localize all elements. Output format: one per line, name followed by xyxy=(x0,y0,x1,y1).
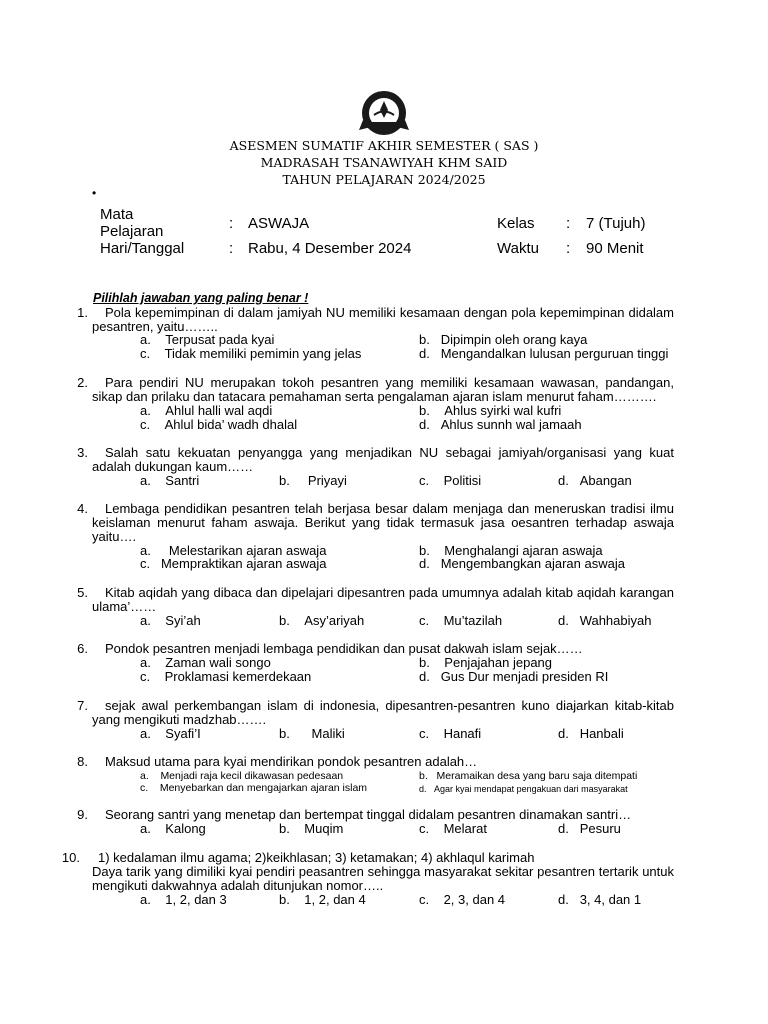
option-c: c. Menyebarkan dan mengajarkan ajaran islam xyxy=(140,782,368,794)
question-number: 7. xyxy=(77,698,88,713)
option-b: b. Priyayi xyxy=(279,473,347,488)
question-number: 2. xyxy=(77,375,88,390)
option-c: c. Melarat xyxy=(419,821,487,836)
option-b: b. Dipimpin oleh orang kaya xyxy=(419,332,588,347)
school-logo xyxy=(357,88,411,138)
option-b: b. Meramaikan desa yang baru saja ditempati xyxy=(419,770,638,782)
option-d: d. Mengandalkan lulusan perguruan tinggi xyxy=(419,346,669,361)
option-a: a. Zaman wali songo xyxy=(140,655,271,670)
subject-label-1: Mata xyxy=(100,206,134,223)
option-a: a. Menjadi raja kecil dikawasan pedesaan xyxy=(140,770,344,782)
option-a: a. Melestarikan ajaran aswaja xyxy=(140,543,327,558)
option-b: b. 1, 2, dan 4 xyxy=(279,892,366,907)
date-colon: : xyxy=(229,240,234,257)
option-d: d. 3, 4, dan 1 xyxy=(558,892,642,907)
option-b: b. Penjajahan jepang xyxy=(419,655,553,670)
question-number: 8. xyxy=(77,754,88,769)
option-c: c. Ahlul bida’ wadh dhalal xyxy=(140,417,298,432)
subject-label-2: Pelajaran xyxy=(100,223,164,240)
class-value: 7 (Tujuh) xyxy=(586,215,646,232)
question-text: Salah satu kekuatan penyangga yang menjadikan NU sebagai jamiyah/organisasi yang kuat adalah dukungan kaum…… xyxy=(92,445,674,474)
option-b: b. Ahlus syirki wal kufri xyxy=(419,403,562,418)
option-b: b. Muqim xyxy=(279,821,344,836)
option-a: a. Syi’ah xyxy=(140,613,201,628)
question-text: Pola kepemimpinan di dalam jamiyah NU memiliki kesamaan dengan pola kepemimpinan didalam pesantren, yaitu…….. xyxy=(92,305,674,334)
option-b: b. Maliki xyxy=(279,726,345,741)
option-b: b. Asy’ariyah xyxy=(279,613,365,628)
question-text: Seorang santri yang menetap dan bertempat tinggal didalam pesantren dinamakan santri… xyxy=(105,807,632,822)
question-number: 6. xyxy=(77,641,88,656)
option-d: d. Gus Dur menjadi presiden RI xyxy=(419,669,609,684)
option-d: d. Hanbali xyxy=(558,726,624,741)
time-label: Waktu xyxy=(497,240,539,257)
option-c: c. Proklamasi kemerdekaan xyxy=(140,669,312,684)
question-number: 1. xyxy=(77,305,88,320)
instruction: Pilihlah jawaban yang paling benar ! xyxy=(93,291,309,305)
class-label: Kelas xyxy=(497,215,535,232)
question-text: Lembaga pendidikan pesantren telah berjasa besar dalam menjaga dan meneruskan tradisi ilmu keislaman menurut faham aswaja. Berikut yang tidak termasuk jasa oesantren terhadap aswaja yaitu…. xyxy=(92,501,674,544)
time-colon: : xyxy=(566,240,571,257)
date-label: Hari/Tanggal xyxy=(100,240,185,257)
time-value: 90 Menit xyxy=(586,240,644,257)
option-d: d. Ahlus sunnh wal jamaah xyxy=(419,417,582,432)
option-d: d. Wahhabiyah xyxy=(558,613,652,628)
question-text: Pondok pesantren menjadi lembaga pendidikan dan pusat dakwah islam sejak…… xyxy=(105,641,583,656)
question-text: Maksud utama para kyai mendirikan pondok pesantren adalah… xyxy=(105,754,478,769)
question-text: Daya tarik yang dimiliki kyai pendiri peasantren sehingga masyarakat sekitar pesantren tertarik untuk mengikuti dakwahnya adalah ditunjukan nomor….. xyxy=(92,864,674,893)
option-d: d. Mengembangkan ajaran aswaja xyxy=(419,556,625,571)
option-a: a. Kalong xyxy=(140,821,206,836)
school-name: MADRASAH TSANAWIYAH KHM SAID xyxy=(260,155,508,170)
question-number: 3. xyxy=(77,445,88,460)
option-b: b. Menghalangi ajaran aswaja xyxy=(419,543,603,558)
option-d: d. Pesuru xyxy=(558,821,621,836)
question-number: 5. xyxy=(77,585,88,600)
statements-list: 1) kedalaman ilmu agama; 2)keikhlasan; 3) ketamakan; 4) akhlaqul karimah xyxy=(98,850,535,865)
bullet-mark: • xyxy=(92,186,97,200)
subject-value: ASWAJA xyxy=(248,215,310,232)
option-d: d. Agar kyai mendapat pengakuan dari masyarakat xyxy=(419,784,628,794)
date-value: Rabu, 4 Desember 2024 xyxy=(248,240,412,257)
option-c: c. Mu’tazilah xyxy=(419,613,503,628)
option-c: c. Tidak memiliki pemimin yang jelas xyxy=(140,346,362,361)
option-c: c. Politisi xyxy=(419,473,482,488)
option-a: a. Santri xyxy=(140,473,200,488)
option-c: c. Hanafi xyxy=(419,726,482,741)
question-text: Kitab aqidah yang dibaca dan dipelajari dipesantren pada umumnya adalah kitab aqidah karangan ulama’…… xyxy=(92,585,674,614)
option-a: a. 1, 2, dan 3 xyxy=(140,892,227,907)
question-number: 4. xyxy=(77,501,88,516)
subject-colon: : xyxy=(229,215,234,232)
question-number: 10. xyxy=(61,850,80,865)
question-text: sejak awal perkembangan islam di indonesia, dipesantren-pesantren kuno diajarkan kitab-kitab yang mengikuti madzhab……. xyxy=(92,698,674,727)
question-number: 9. xyxy=(77,807,88,822)
option-a: a. Ahlul halli wal aqdi xyxy=(140,403,273,418)
option-d: d. Abangan xyxy=(558,473,632,488)
question-text: Para pendiri NU merupakan tokoh pesantren yang memiliki kesamaan wawasan, pandangan, sikap dan prilaku dan tatacara pemahaman serta pengalaman ajaran islam menurut faham………. xyxy=(92,375,674,404)
option-c: c. Mempraktikan ajaran aswaja xyxy=(140,556,327,571)
class-colon: : xyxy=(566,215,571,232)
option-a: a. Terpusat pada kyai xyxy=(140,332,275,347)
option-c: c. 2, 3, dan 4 xyxy=(419,892,506,907)
exam-title: ASESMEN SUMATIF AKHIR SEMESTER ( SAS ) xyxy=(229,138,539,153)
option-a: a. Syafi’I xyxy=(140,726,201,741)
academic-year: TAHUN PELAJARAN 2024/2025 xyxy=(282,172,486,187)
